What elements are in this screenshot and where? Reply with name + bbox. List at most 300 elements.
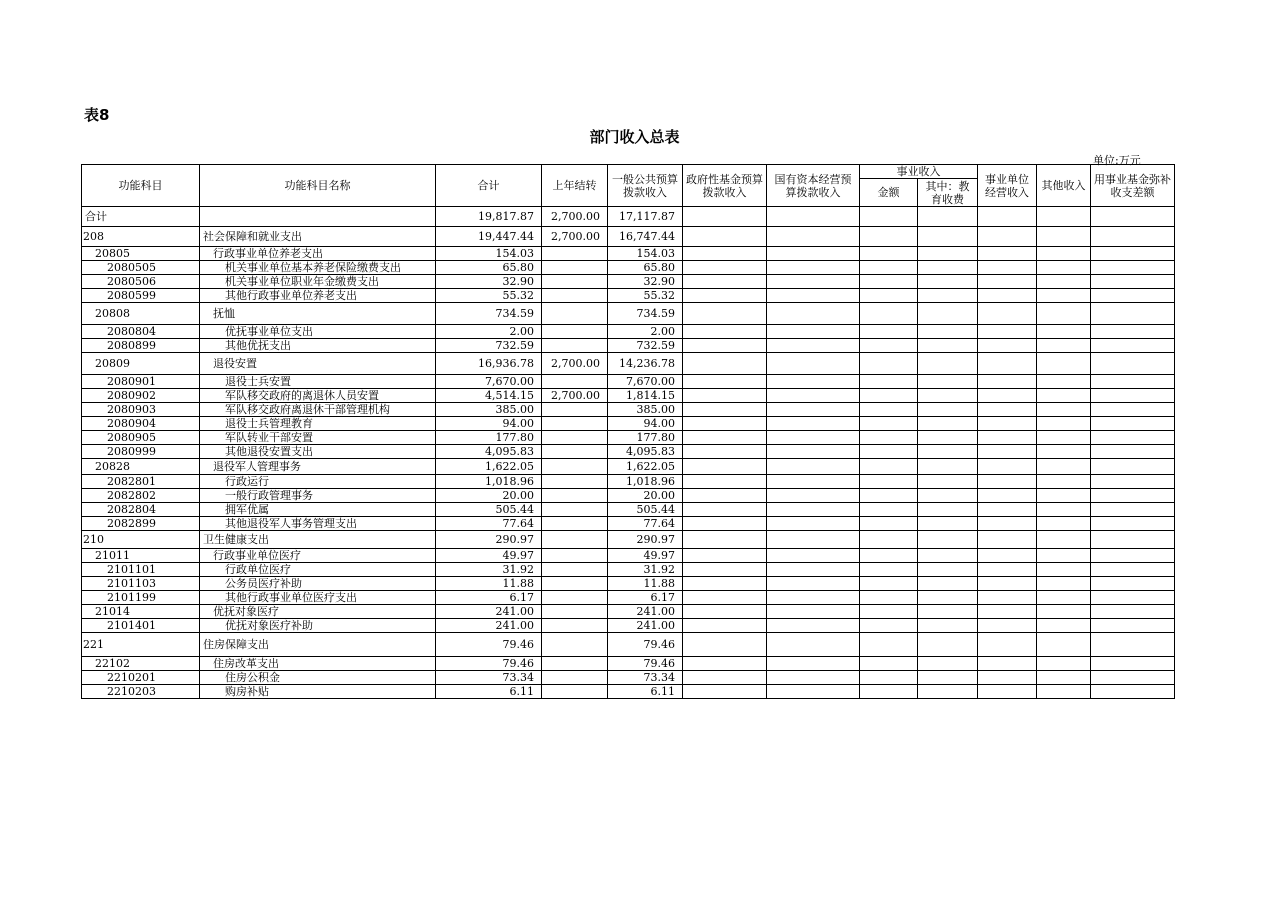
- operating-cell: [978, 671, 1037, 685]
- operating-cell: [978, 591, 1037, 605]
- code-cell: 210: [82, 531, 200, 549]
- operating-cell: [978, 489, 1037, 503]
- general-budget-cell: 2.00: [608, 325, 683, 339]
- fund-balance-cell: [1091, 517, 1175, 531]
- edu-fees-cell: [918, 563, 978, 577]
- edu-fees-cell: [918, 353, 978, 375]
- operating-cell: [978, 605, 1037, 619]
- total-cell: 6.17: [436, 591, 542, 605]
- table-row: [82, 247, 1175, 261]
- carryover-cell: 2,700.00: [542, 207, 608, 227]
- name-cell: 住房保障支出: [200, 633, 436, 657]
- table-row: [82, 207, 1175, 227]
- edu-fees-cell: [918, 531, 978, 549]
- other-cell: [1037, 247, 1091, 261]
- operating-cell: [978, 517, 1037, 531]
- amount-cell: [860, 577, 918, 591]
- fund-balance-cell: [1091, 247, 1175, 261]
- total-cell: 177.80: [436, 431, 542, 445]
- fund-balance-cell: [1091, 685, 1175, 699]
- carryover-cell: [542, 275, 608, 289]
- other-cell: [1037, 389, 1091, 403]
- other-cell: [1037, 207, 1091, 227]
- name-cell: 机关事业单位职业年金缴费支出: [200, 275, 436, 289]
- carryover-cell: [542, 549, 608, 563]
- carryover-cell: [542, 459, 608, 475]
- name-cell: 公务员医疗补助: [200, 577, 436, 591]
- name-cell: 行政事业单位养老支出: [200, 247, 436, 261]
- code-cell: 2080904: [82, 417, 200, 431]
- name-cell: 社会保障和就业支出: [200, 227, 436, 247]
- state-capital-cell: [767, 389, 860, 403]
- name-cell: 行政单位医疗: [200, 563, 436, 577]
- other-cell: [1037, 375, 1091, 389]
- amount-cell: [860, 531, 918, 549]
- carryover-cell: [542, 247, 608, 261]
- other-cell: [1037, 289, 1091, 303]
- amount-cell: [860, 685, 918, 699]
- general-budget-cell: 31.92: [608, 563, 683, 577]
- name-cell: 卫生健康支出: [200, 531, 436, 549]
- general-budget-cell: 732.59: [608, 339, 683, 353]
- total-cell: 154.03: [436, 247, 542, 261]
- other-cell: [1037, 549, 1091, 563]
- edu-fees-cell: [918, 403, 978, 417]
- table-row: [82, 577, 1175, 591]
- state-capital-cell: [767, 403, 860, 417]
- total-cell: 732.59: [436, 339, 542, 353]
- edu-fees-cell: [918, 475, 978, 489]
- edu-fees-cell: [918, 389, 978, 403]
- edu-fees-cell: [918, 261, 978, 275]
- gov-fund-cell: [683, 339, 767, 353]
- general-budget-cell: 177.80: [608, 431, 683, 445]
- operating-cell: [978, 389, 1037, 403]
- total-cell: 73.34: [436, 671, 542, 685]
- gov-fund-cell: [683, 403, 767, 417]
- gov-fund-cell: [683, 671, 767, 685]
- edu-fees-cell: [918, 325, 978, 339]
- gov-fund-cell: [683, 417, 767, 431]
- edu-fees-cell: [918, 685, 978, 699]
- amount-cell: [860, 671, 918, 685]
- name-cell: 行政运行: [200, 475, 436, 489]
- code-cell: 2101199: [82, 591, 200, 605]
- revenue-table: [81, 164, 1175, 699]
- fund-balance-cell: [1091, 531, 1175, 549]
- fund-balance-cell: [1091, 339, 1175, 353]
- state-capital-cell: [767, 261, 860, 275]
- gov-fund-cell: [683, 591, 767, 605]
- edu-fees-cell: [918, 445, 978, 459]
- other-cell: [1037, 503, 1091, 517]
- operating-cell: [978, 353, 1037, 375]
- total-cell: 734.59: [436, 303, 542, 325]
- operating-cell: [978, 633, 1037, 657]
- table-row: [82, 591, 1175, 605]
- name-cell: 住房改革支出: [200, 657, 436, 671]
- fund-balance-cell: [1091, 459, 1175, 475]
- carryover-cell: [542, 657, 608, 671]
- code-cell: 2080901: [82, 375, 200, 389]
- state-capital-cell: [767, 531, 860, 549]
- total-cell: 290.97: [436, 531, 542, 549]
- general-budget-cell: 20.00: [608, 489, 683, 503]
- header-total: 合计: [436, 165, 542, 207]
- code-cell: 20809: [82, 353, 200, 375]
- table-row: [82, 605, 1175, 619]
- gov-fund-cell: [683, 657, 767, 671]
- header-general-budget: 一般公共预算拨款收入: [608, 165, 683, 207]
- table-row: [82, 417, 1175, 431]
- operating-cell: [978, 657, 1037, 671]
- name-cell: [200, 207, 436, 227]
- amount-cell: [860, 459, 918, 475]
- code-cell: 2080506: [82, 275, 200, 289]
- general-budget-cell: 290.97: [608, 531, 683, 549]
- state-capital-cell: [767, 445, 860, 459]
- edu-fees-cell: [918, 417, 978, 431]
- state-capital-cell: [767, 417, 860, 431]
- fund-balance-cell: [1091, 303, 1175, 325]
- fund-balance-cell: [1091, 605, 1175, 619]
- general-budget-cell: 32.90: [608, 275, 683, 289]
- operating-cell: [978, 475, 1037, 489]
- gov-fund-cell: [683, 289, 767, 303]
- general-budget-cell: 6.17: [608, 591, 683, 605]
- carryover-cell: [542, 303, 608, 325]
- table-header: [82, 165, 1175, 207]
- state-capital-cell: [767, 489, 860, 503]
- edu-fees-cell: [918, 633, 978, 657]
- edu-fees-cell: [918, 375, 978, 389]
- carryover-cell: 2,700.00: [542, 389, 608, 403]
- header-business-income: 事业收入: [860, 165, 978, 179]
- name-cell: 其他优抚支出: [200, 339, 436, 353]
- code-cell: 2080804: [82, 325, 200, 339]
- state-capital-cell: [767, 503, 860, 517]
- table-row: [82, 517, 1175, 531]
- name-cell: 购房补贴: [200, 685, 436, 699]
- operating-cell: [978, 275, 1037, 289]
- name-cell: 军队转业干部安置: [200, 431, 436, 445]
- gov-fund-cell: [683, 389, 767, 403]
- total-cell: 65.80: [436, 261, 542, 275]
- table-row: [82, 475, 1175, 489]
- name-cell: 其他退役安置支出: [200, 445, 436, 459]
- carryover-cell: [542, 503, 608, 517]
- code-cell: 22102: [82, 657, 200, 671]
- state-capital-cell: [767, 591, 860, 605]
- code-cell: 2080999: [82, 445, 200, 459]
- total-cell: 4,514.15: [436, 389, 542, 403]
- general-budget-cell: 16,747.44: [608, 227, 683, 247]
- general-budget-cell: 385.00: [608, 403, 683, 417]
- total-cell: 16,936.78: [436, 353, 542, 375]
- table-row: [82, 227, 1175, 247]
- table-row: [82, 275, 1175, 289]
- total-cell: 2.00: [436, 325, 542, 339]
- total-cell: 385.00: [436, 403, 542, 417]
- amount-cell: [860, 445, 918, 459]
- other-cell: [1037, 489, 1091, 503]
- carryover-cell: [542, 605, 608, 619]
- edu-fees-cell: [918, 275, 978, 289]
- table-row: [82, 459, 1175, 475]
- code-cell: 2080505: [82, 261, 200, 275]
- state-capital-cell: [767, 289, 860, 303]
- amount-cell: [860, 389, 918, 403]
- carryover-cell: [542, 431, 608, 445]
- table-row: [82, 563, 1175, 577]
- name-cell: 行政事业单位医疗: [200, 549, 436, 563]
- carryover-cell: [542, 531, 608, 549]
- total-cell: 6.11: [436, 685, 542, 699]
- name-cell: 其他行政事业单位医疗支出: [200, 591, 436, 605]
- name-cell: 优抚事业单位支出: [200, 325, 436, 339]
- state-capital-cell: [767, 517, 860, 531]
- code-cell: 2080903: [82, 403, 200, 417]
- name-cell: 拥军优属: [200, 503, 436, 517]
- total-cell: 31.92: [436, 563, 542, 577]
- other-cell: [1037, 227, 1091, 247]
- edu-fees-cell: [918, 657, 978, 671]
- table-row: [82, 633, 1175, 657]
- total-cell: 94.00: [436, 417, 542, 431]
- name-cell: 退役士兵安置: [200, 375, 436, 389]
- total-cell: 19,817.87: [436, 207, 542, 227]
- table-row: [82, 531, 1175, 549]
- total-cell: 49.97: [436, 549, 542, 563]
- edu-fees-cell: [918, 303, 978, 325]
- operating-cell: [978, 247, 1037, 261]
- edu-fees-cell: [918, 549, 978, 563]
- edu-fees-cell: [918, 431, 978, 445]
- code-cell: 2210201: [82, 671, 200, 685]
- gov-fund-cell: [683, 207, 767, 227]
- edu-fees-cell: [918, 489, 978, 503]
- gov-fund-cell: [683, 227, 767, 247]
- gov-fund-cell: [683, 549, 767, 563]
- code-cell: 2080902: [82, 389, 200, 403]
- other-cell: [1037, 671, 1091, 685]
- gov-fund-cell: [683, 685, 767, 699]
- edu-fees-cell: [918, 247, 978, 261]
- state-capital-cell: [767, 671, 860, 685]
- carryover-cell: [542, 671, 608, 685]
- general-budget-cell: 17,117.87: [608, 207, 683, 227]
- name-cell: 优抚对象医疗补助: [200, 619, 436, 633]
- fund-balance-cell: [1091, 577, 1175, 591]
- gov-fund-cell: [683, 489, 767, 503]
- carryover-cell: [542, 475, 608, 489]
- fund-balance-cell: [1091, 207, 1175, 227]
- operating-cell: [978, 261, 1037, 275]
- total-cell: 241.00: [436, 605, 542, 619]
- state-capital-cell: [767, 459, 860, 475]
- operating-cell: [978, 339, 1037, 353]
- total-cell: 32.90: [436, 275, 542, 289]
- gov-fund-cell: [683, 375, 767, 389]
- table-row: [82, 339, 1175, 353]
- code-cell: 221: [82, 633, 200, 657]
- general-budget-cell: 65.80: [608, 261, 683, 275]
- table-row: [82, 685, 1175, 699]
- table-row: [82, 261, 1175, 275]
- fund-balance-cell: [1091, 591, 1175, 605]
- state-capital-cell: [767, 227, 860, 247]
- code-cell: 20805: [82, 247, 200, 261]
- amount-cell: [860, 375, 918, 389]
- code-cell: 20828: [82, 459, 200, 475]
- state-capital-cell: [767, 303, 860, 325]
- gov-fund-cell: [683, 531, 767, 549]
- other-cell: [1037, 403, 1091, 417]
- operating-cell: [978, 375, 1037, 389]
- state-capital-cell: [767, 633, 860, 657]
- total-cell: 1,018.96: [436, 475, 542, 489]
- operating-cell: [978, 227, 1037, 247]
- name-cell: 退役军人管理事务: [200, 459, 436, 475]
- header-edu-fees: 其中：教育收费: [918, 179, 978, 207]
- general-budget-cell: 4,095.83: [608, 445, 683, 459]
- table-row: [82, 303, 1175, 325]
- carryover-cell: [542, 619, 608, 633]
- operating-cell: [978, 403, 1037, 417]
- operating-cell: [978, 289, 1037, 303]
- amount-cell: [860, 275, 918, 289]
- code-cell: 2082801: [82, 475, 200, 489]
- fund-balance-cell: [1091, 445, 1175, 459]
- fund-balance-cell: [1091, 671, 1175, 685]
- table-row: [82, 389, 1175, 403]
- fund-balance-cell: [1091, 619, 1175, 633]
- fund-balance-cell: [1091, 389, 1175, 403]
- fund-balance-cell: [1091, 431, 1175, 445]
- header-other: 其他收入: [1037, 165, 1091, 207]
- table-row: [82, 445, 1175, 459]
- header-amount: 金额: [860, 179, 918, 207]
- state-capital-cell: [767, 685, 860, 699]
- gov-fund-cell: [683, 353, 767, 375]
- state-capital-cell: [767, 549, 860, 563]
- name-cell: 其他退役军人事务管理支出: [200, 517, 436, 531]
- table-row: [82, 503, 1175, 517]
- operating-cell: [978, 619, 1037, 633]
- code-cell: 2101101: [82, 563, 200, 577]
- general-budget-cell: 1,814.15: [608, 389, 683, 403]
- general-budget-cell: 94.00: [608, 417, 683, 431]
- amount-cell: [860, 261, 918, 275]
- edu-fees-cell: [918, 459, 978, 475]
- gov-fund-cell: [683, 261, 767, 275]
- fund-balance-cell: [1091, 657, 1175, 671]
- unit-label: 单位:万元: [1093, 154, 1141, 167]
- name-cell: 退役士兵管理教育: [200, 417, 436, 431]
- carryover-cell: [542, 417, 608, 431]
- amount-cell: [860, 633, 918, 657]
- amount-cell: [860, 549, 918, 563]
- code-cell: 21011: [82, 549, 200, 563]
- state-capital-cell: [767, 475, 860, 489]
- gov-fund-cell: [683, 619, 767, 633]
- amount-cell: [860, 657, 918, 671]
- carryover-cell: [542, 633, 608, 657]
- gov-fund-cell: [683, 475, 767, 489]
- other-cell: [1037, 459, 1091, 475]
- general-budget-cell: 1,622.05: [608, 459, 683, 475]
- amount-cell: [860, 417, 918, 431]
- fund-balance-cell: [1091, 503, 1175, 517]
- carryover-cell: [542, 489, 608, 503]
- table-row: [82, 619, 1175, 633]
- general-budget-cell: 77.64: [608, 517, 683, 531]
- operating-cell: [978, 531, 1037, 549]
- code-cell: 21014: [82, 605, 200, 619]
- general-budget-cell: 154.03: [608, 247, 683, 261]
- gov-fund-cell: [683, 563, 767, 577]
- carryover-cell: [542, 517, 608, 531]
- header-operating: 事业单位经营收入: [978, 165, 1037, 207]
- table-row: [82, 375, 1175, 389]
- edu-fees-cell: [918, 517, 978, 531]
- edu-fees-cell: [918, 503, 978, 517]
- header-code: 功能科目: [82, 165, 200, 207]
- operating-cell: [978, 685, 1037, 699]
- amount-cell: [860, 207, 918, 227]
- general-budget-cell: 14,236.78: [608, 353, 683, 375]
- carryover-cell: [542, 403, 608, 417]
- table-row: [82, 549, 1175, 563]
- header-carryover: 上年结转: [542, 165, 608, 207]
- general-budget-cell: 79.46: [608, 657, 683, 671]
- general-budget-cell: 55.32: [608, 289, 683, 303]
- carryover-cell: [542, 289, 608, 303]
- edu-fees-cell: [918, 227, 978, 247]
- code-cell: 2082804: [82, 503, 200, 517]
- header-gov-fund: 政府性基金预算拨款收入: [683, 165, 767, 207]
- fund-balance-cell: [1091, 475, 1175, 489]
- gov-fund-cell: [683, 325, 767, 339]
- fund-balance-cell: [1091, 633, 1175, 657]
- gov-fund-cell: [683, 459, 767, 475]
- state-capital-cell: [767, 375, 860, 389]
- other-cell: [1037, 685, 1091, 699]
- total-cell: 241.00: [436, 619, 542, 633]
- edu-fees-cell: [918, 339, 978, 353]
- gov-fund-cell: [683, 503, 767, 517]
- state-capital-cell: [767, 657, 860, 671]
- operating-cell: [978, 503, 1037, 517]
- other-cell: [1037, 605, 1091, 619]
- state-capital-cell: [767, 247, 860, 261]
- table-body: [82, 207, 1175, 699]
- code-cell: 2080599: [82, 289, 200, 303]
- operating-cell: [978, 431, 1037, 445]
- state-capital-cell: [767, 207, 860, 227]
- state-capital-cell: [767, 619, 860, 633]
- general-budget-cell: 73.34: [608, 671, 683, 685]
- general-budget-cell: 734.59: [608, 303, 683, 325]
- edu-fees-cell: [918, 591, 978, 605]
- code-cell: 合计: [82, 207, 200, 227]
- carryover-cell: [542, 685, 608, 699]
- fund-balance-cell: [1091, 403, 1175, 417]
- gov-fund-cell: [683, 303, 767, 325]
- state-capital-cell: [767, 339, 860, 353]
- edu-fees-cell: [918, 207, 978, 227]
- table-row: [82, 353, 1175, 375]
